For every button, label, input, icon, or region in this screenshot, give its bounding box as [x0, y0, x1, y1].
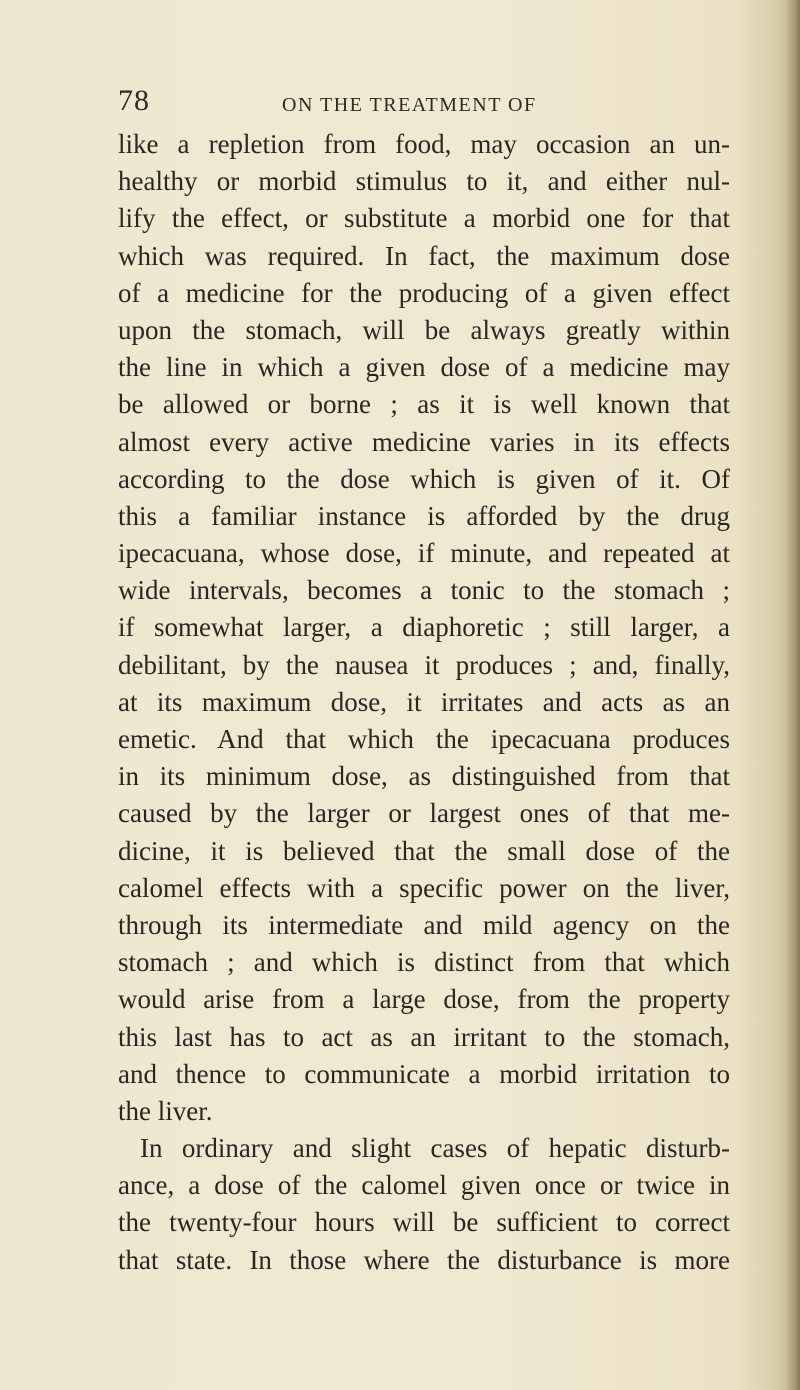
text-line: this last has to act as an irritant to the stomach,	[118, 1021, 730, 1052]
text-line: and thence to communicate a morbid irritation to	[118, 1058, 730, 1089]
body-text	[118, 126, 730, 1279]
text-line: lify the effect, or substitute a morbid one for that	[118, 203, 730, 234]
paragraph-start-line: In ordinary and slight cases of hepatic disturb-	[140, 1133, 730, 1164]
page-number: 78	[118, 84, 150, 117]
text-line: healthy or morbid stimulus to it, and either nul-	[118, 166, 730, 197]
text-line: wide intervals, becomes a tonic to the stomach ;	[118, 575, 730, 606]
text-line: of a medicine for the producing of a given effect	[118, 277, 730, 308]
text-line: almost every active medicine varies in its effects	[118, 426, 730, 457]
text-line: debilitant, by the nausea it produces ; and, finally,	[118, 649, 730, 680]
text-line: emetic. And that which the ipecacuana produces	[118, 724, 730, 754]
text-line: dicine, it is believed that the small dose of the	[118, 835, 730, 866]
text-line: according to the dose which is given of it. Of	[118, 463, 730, 494]
page-edge-shadow	[786, 0, 800, 1390]
text-line: in its minimum dose, as distinguished from that	[118, 761, 730, 792]
running-head	[118, 84, 678, 124]
text-line: would arise from a large dose, from the property	[118, 984, 730, 1015]
text-line: like a repletion from food, may occasion an un-	[118, 129, 730, 159]
text-line: which was required. In fact, the maximum dose	[118, 240, 730, 271]
text-line: at its maximum dose, it irritates and acts as an	[118, 686, 730, 717]
text-line: that state. In those where the disturbance is more	[118, 1244, 730, 1275]
text-line: stomach ; and which is distinct from that which	[118, 947, 730, 978]
text-line: be allowed or borne ; as it is well known that	[118, 389, 730, 420]
text-line: the line in which a given dose of a medicine may	[118, 352, 730, 383]
text-line: ance, a dose of the calomel given once or twice in	[118, 1170, 730, 1201]
paragraph-end-line: the liver.	[118, 1095, 213, 1126]
text-line: the twenty-four hours will be sufficient to correct	[118, 1207, 730, 1238]
text-line: ipecacuana, whose dose, if minute, and repeated at	[118, 538, 730, 569]
text-line: through its intermediate and mild agency on the	[118, 909, 730, 940]
text-line: calomel effects with a specific power on the liver,	[118, 872, 730, 903]
text-line: upon the stomach, will be always greatly within	[118, 314, 730, 345]
text-line: if somewhat larger, a diaphoretic ; still larger, a	[118, 612, 730, 643]
text-line: caused by the larger or largest ones of that me-	[118, 798, 730, 829]
running-title: ON THE TREATMENT OF	[282, 94, 537, 116]
text-line: this a familiar instance is afforded by the drug	[118, 500, 730, 531]
